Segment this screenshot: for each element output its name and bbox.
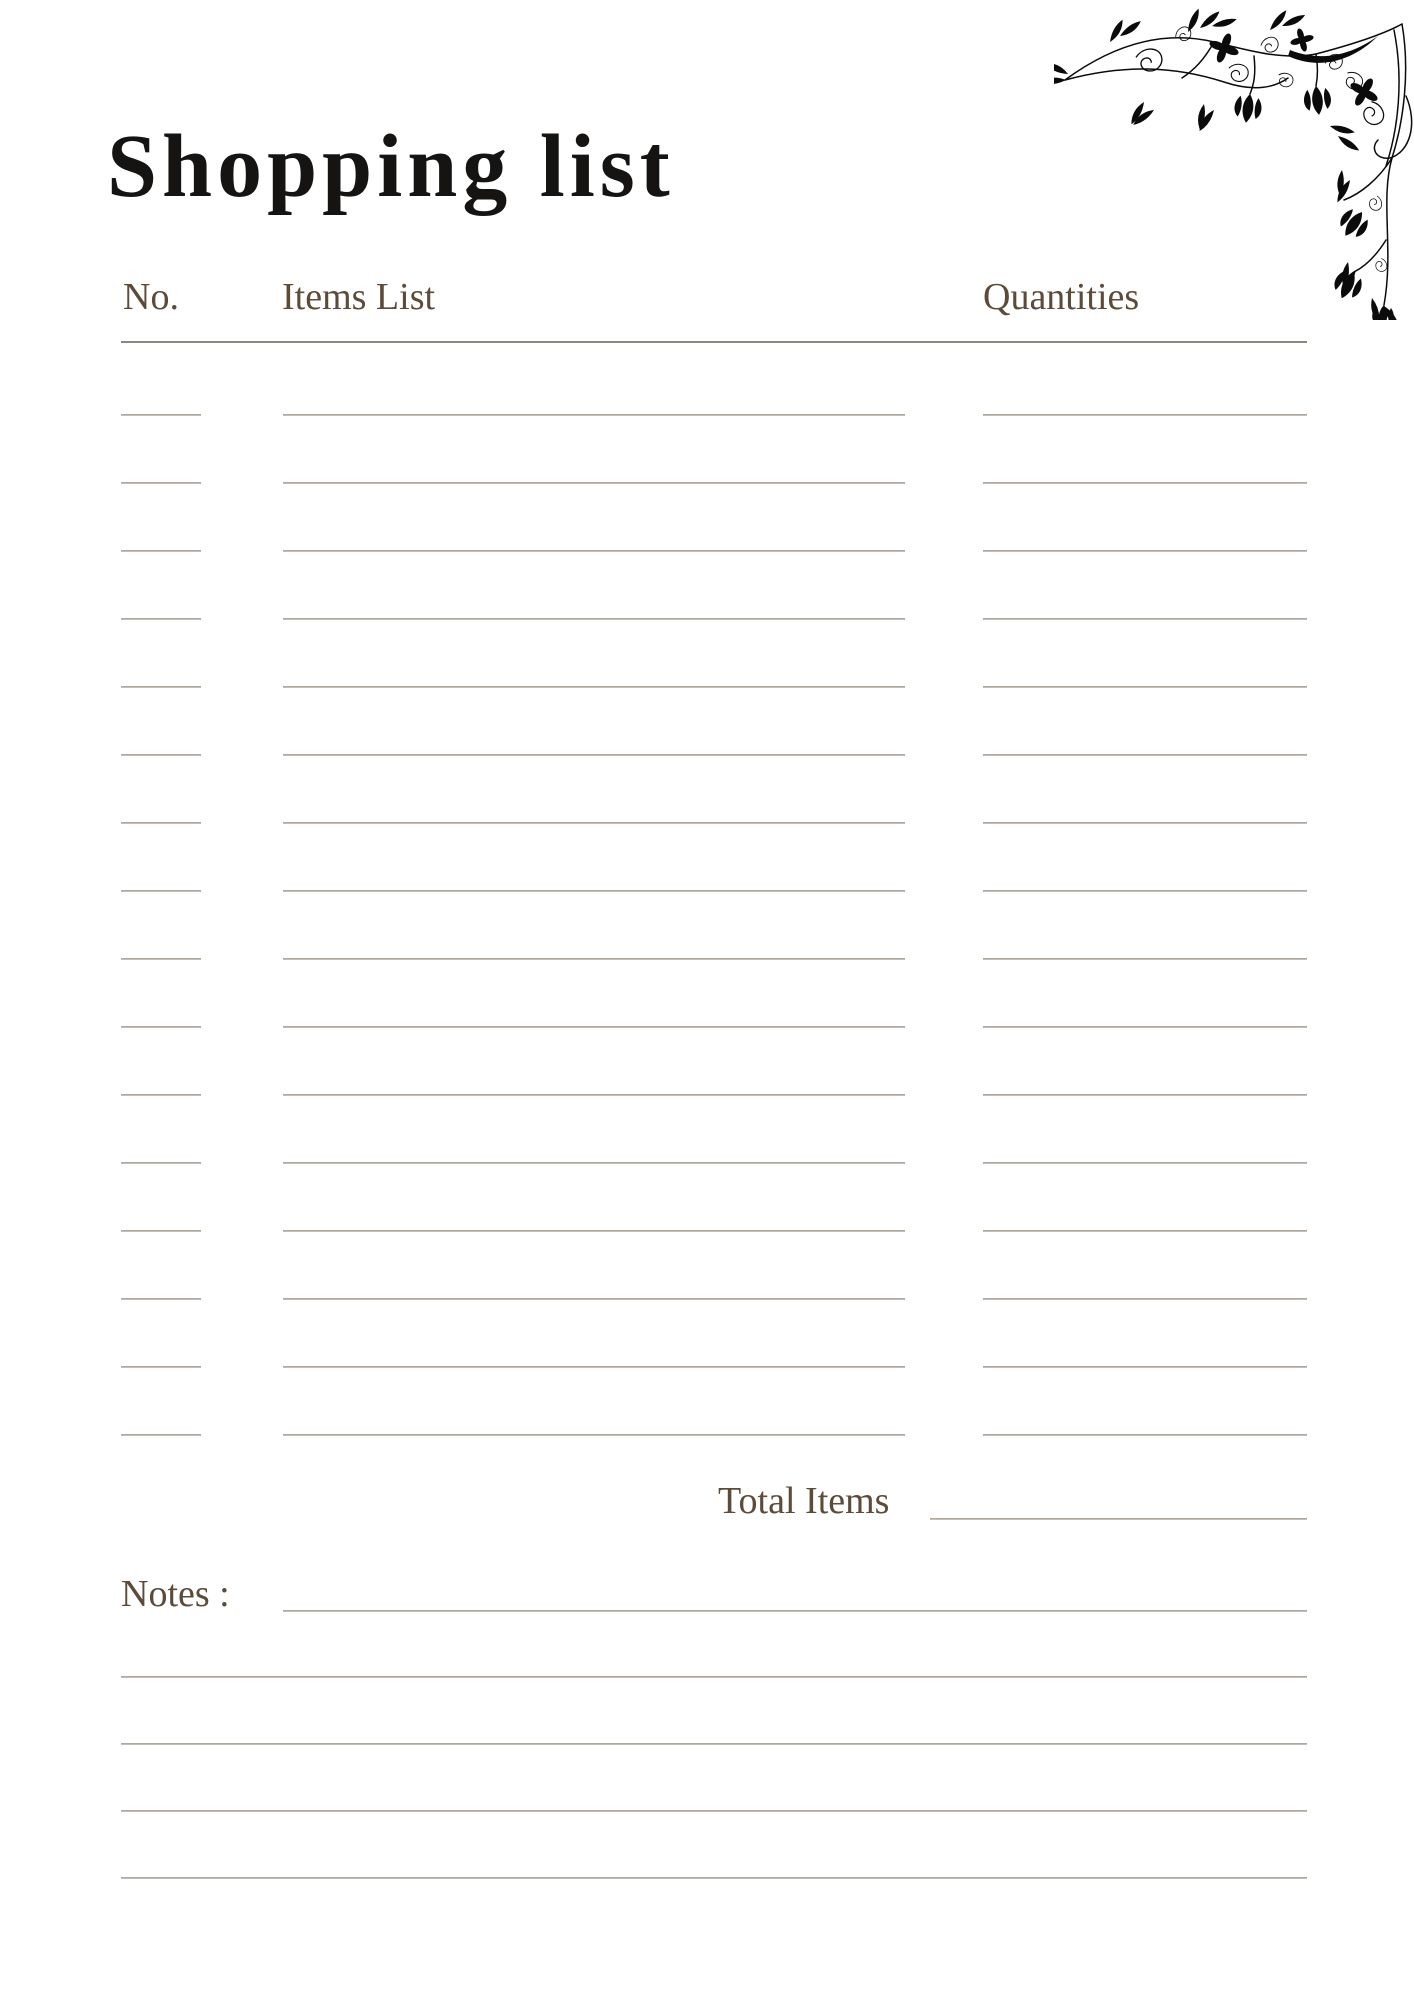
notes-label: Notes :	[121, 1573, 230, 1615]
row-10-qty-field[interactable]	[983, 1026, 1307, 1028]
row-11-qty-field[interactable]	[983, 1094, 1307, 1096]
row-2-item-field[interactable]	[283, 482, 905, 484]
notes-field-3[interactable]	[121, 1743, 1307, 1745]
row-13-qty-field[interactable]	[983, 1230, 1307, 1232]
row-1-no-field[interactable]	[121, 414, 201, 416]
total-items-label: Total Items	[718, 1480, 890, 1522]
page-title: Shopping list	[107, 117, 675, 216]
row-2-no-field[interactable]	[121, 482, 201, 484]
notes-field-5[interactable]	[121, 1877, 1307, 1879]
row-12-qty-field[interactable]	[983, 1162, 1307, 1164]
row-10-no-field[interactable]	[121, 1026, 201, 1028]
header-rule	[121, 341, 1307, 343]
row-3-no-field[interactable]	[121, 550, 201, 552]
notes-field-1[interactable]	[283, 1610, 1307, 1612]
row-14-item-field[interactable]	[283, 1298, 905, 1300]
row-15-qty-field[interactable]	[983, 1366, 1307, 1368]
row-11-no-field[interactable]	[121, 1094, 201, 1096]
column-header-quantities: Quantities	[983, 276, 1140, 318]
row-16-item-field[interactable]	[283, 1434, 905, 1436]
row-3-qty-field[interactable]	[983, 550, 1307, 552]
row-12-item-field[interactable]	[283, 1162, 905, 1164]
row-14-no-field[interactable]	[121, 1298, 201, 1300]
row-15-item-field[interactable]	[283, 1366, 905, 1368]
row-13-item-field[interactable]	[283, 1230, 905, 1232]
row-15-no-field[interactable]	[121, 1366, 201, 1368]
row-8-qty-field[interactable]	[983, 890, 1307, 892]
floral-corner-ornament	[1054, 0, 1414, 320]
row-4-no-field[interactable]	[121, 618, 201, 620]
row-9-item-field[interactable]	[283, 958, 905, 960]
row-16-no-field[interactable]	[121, 1434, 201, 1436]
row-6-qty-field[interactable]	[983, 754, 1307, 756]
row-4-qty-field[interactable]	[983, 618, 1307, 620]
row-7-item-field[interactable]	[283, 822, 905, 824]
row-7-qty-field[interactable]	[983, 822, 1307, 824]
row-8-no-field[interactable]	[121, 890, 201, 892]
row-7-no-field[interactable]	[121, 822, 201, 824]
row-5-no-field[interactable]	[121, 686, 201, 688]
row-3-item-field[interactable]	[283, 550, 905, 552]
row-9-no-field[interactable]	[121, 958, 201, 960]
column-header-items: Items List	[282, 276, 436, 318]
notes-field-4[interactable]	[121, 1810, 1307, 1812]
row-10-item-field[interactable]	[283, 1026, 905, 1028]
row-8-item-field[interactable]	[283, 890, 905, 892]
row-5-item-field[interactable]	[283, 686, 905, 688]
row-14-qty-field[interactable]	[983, 1298, 1307, 1300]
row-4-item-field[interactable]	[283, 618, 905, 620]
column-header-no: No.	[123, 276, 179, 318]
row-5-qty-field[interactable]	[983, 686, 1307, 688]
row-6-no-field[interactable]	[121, 754, 201, 756]
row-1-qty-field[interactable]	[983, 414, 1307, 416]
row-16-qty-field[interactable]	[983, 1434, 1307, 1436]
row-6-item-field[interactable]	[283, 754, 905, 756]
notes-field-2[interactable]	[121, 1676, 1307, 1678]
row-12-no-field[interactable]	[121, 1162, 201, 1164]
row-13-no-field[interactable]	[121, 1230, 201, 1232]
row-1-item-field[interactable]	[283, 414, 905, 416]
total-items-field[interactable]	[930, 1518, 1307, 1520]
row-11-item-field[interactable]	[283, 1094, 905, 1096]
row-2-qty-field[interactable]	[983, 482, 1307, 484]
row-9-qty-field[interactable]	[983, 958, 1307, 960]
